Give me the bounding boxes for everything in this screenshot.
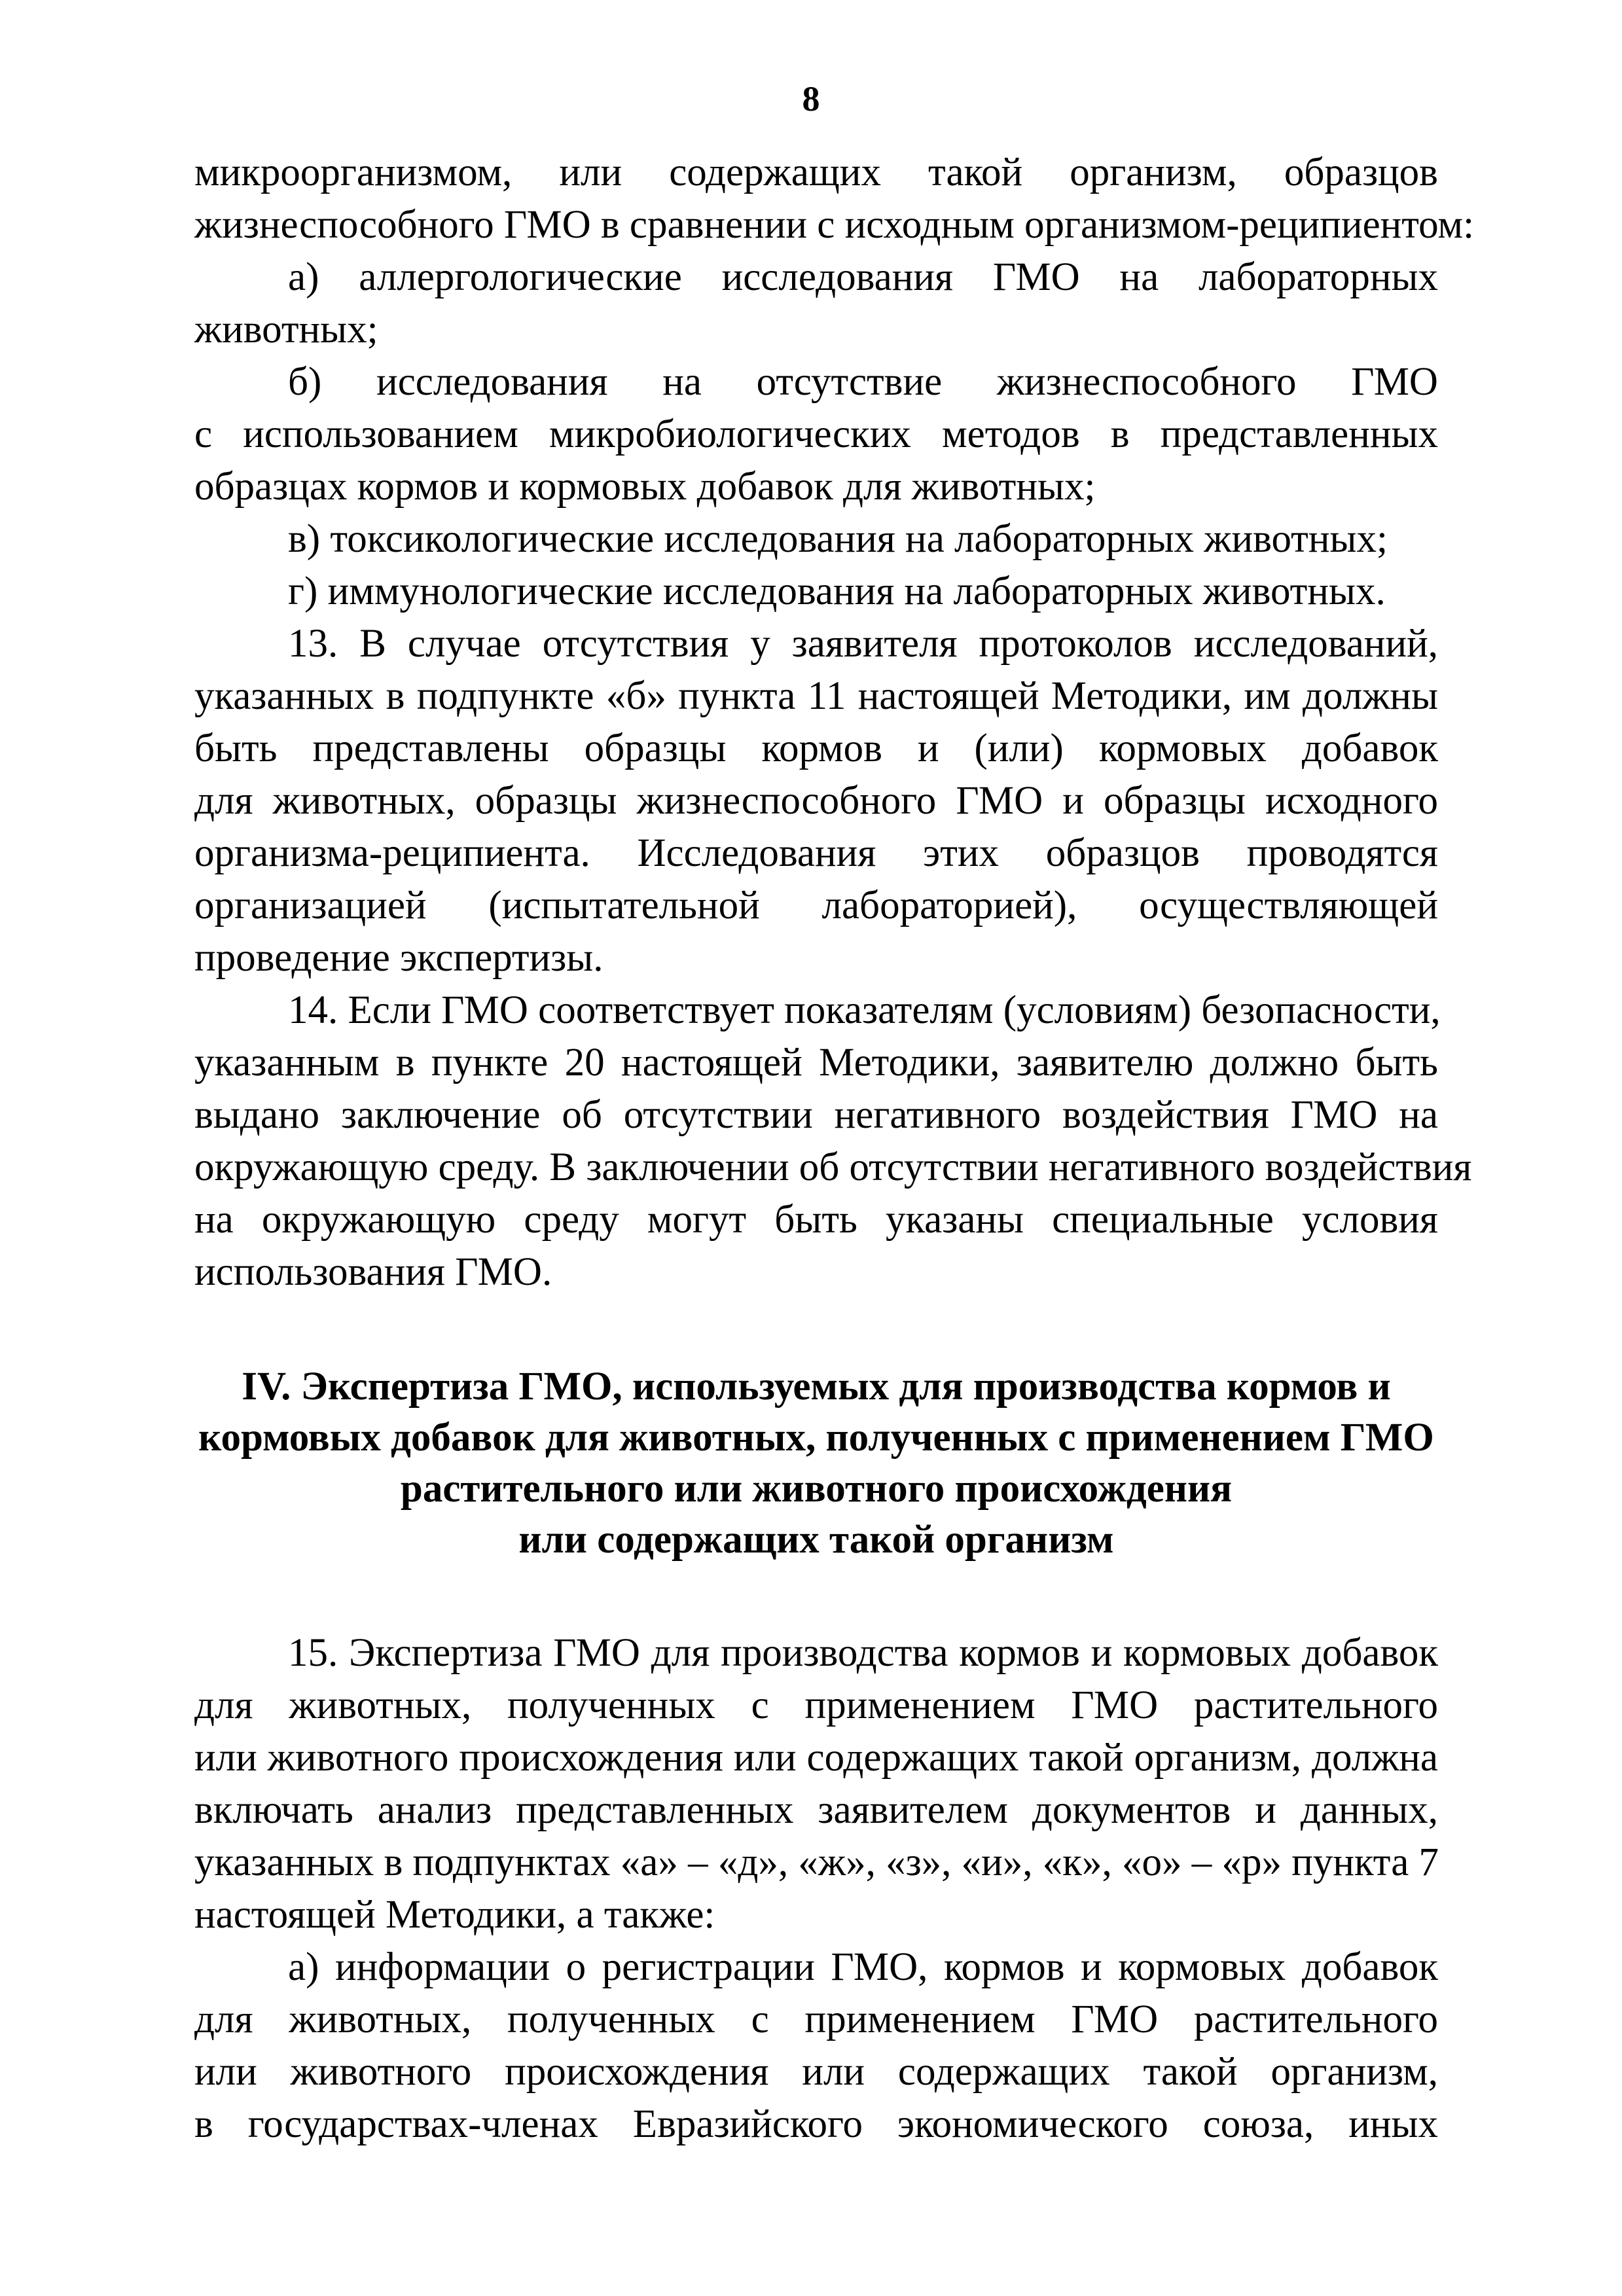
text-line: включать анализ представленных заявителем документов и данных,: [194, 1788, 1438, 1832]
section-heading: или содержащих такой организм: [518, 1518, 1114, 1562]
section-heading: растительного или животного происхождения: [400, 1467, 1233, 1511]
text-line: организацией (испытательной лабораторией), осуществляющей: [194, 884, 1438, 927]
text-line: для животных, образцы жизнеспособного ГМО и образцы исходного: [194, 779, 1438, 823]
text-line: организма-реципиента. Исследования этих образцов проводятся: [194, 831, 1438, 875]
section-heading: IV. Экспертиза ГМО, используемых для производства кормов и: [242, 1365, 1391, 1408]
text-line: проведение экспертизы.: [194, 936, 604, 980]
text-line: или животного происхождения или содержащих такой организм, должна: [194, 1736, 1438, 1780]
page-number: 8: [802, 79, 820, 118]
text-line: для животных, полученных с применением ГМО растительного: [194, 1998, 1438, 2041]
text-line: настоящей Методики, а также:: [194, 1893, 715, 1937]
text-line: с использованием микробиологических методов в представленных: [194, 412, 1438, 456]
list-item-a: а) информации о регистрации ГМО, кормов и кормовых добавок: [288, 1945, 1438, 1989]
text-line: на окружающую среду могут быть указаны специальные условия: [194, 1198, 1438, 1242]
list-item-b: б) исследования на отсутствие жизнеспособного ГМО: [288, 360, 1438, 404]
text-line: окружающую среду. В заключении об отсутствии негативного воздействия: [194, 1145, 1472, 1189]
paragraph-15: 15. Экспертиза ГМО для производства кормов и кормовых добавок: [288, 1631, 1438, 1675]
text-line: использования ГМО.: [194, 1250, 552, 1294]
list-item-g: г) иммунологические исследования на лабораторных животных.: [288, 569, 1386, 613]
text-line: указанных в подпунктах «а» – «д», «ж», «з», «и», «к», «о» – «р» пункта 7: [194, 1840, 1439, 1884]
text-line: указанных в подпункте «б» пункта 11 настоящей Методики, им должны: [194, 674, 1438, 718]
text-line: или животного происхождения или содержащих такой организм,: [194, 2050, 1438, 2094]
text-line: образцах кормов и кормовых добавок для животных;: [194, 465, 1096, 509]
text-line: быть представлены образцы кормов и (или) кормовых добавок: [194, 726, 1438, 770]
list-item-v: в) токсикологические исследования на лабораторных животных;: [288, 517, 1388, 561]
text-line: для животных, полученных с применением ГМО растительного: [194, 1683, 1438, 1727]
paragraph-14: 14. Если ГМО соответствует показателям (условиям) безопасности,: [288, 988, 1441, 1032]
list-item-a: а) аллергологические исследования ГМО на лабораторных: [288, 255, 1438, 299]
text-line: указанным в пункте 20 настоящей Методики, заявителю должно быть: [194, 1041, 1438, 1085]
text-line: животных;: [194, 308, 378, 351]
text-line: микроорганизмом, или содержащих такой организм, образцов: [194, 151, 1438, 194]
paragraph-13: 13. В случае отсутствия у заявителя протоколов исследований,: [288, 622, 1438, 666]
text-line: жизнеспособного ГМО в сравнении с исходным организмом-реципиентом:: [194, 203, 1475, 247]
text-line: выдано заключение об отсутствии негативного воздействия ГМО на: [194, 1093, 1438, 1137]
section-heading: кормовых добавок для животных, полученных с применением ГМО: [198, 1416, 1434, 1460]
text-line: в государствах-членах Евразийского экономического союза, иных: [194, 2102, 1438, 2146]
